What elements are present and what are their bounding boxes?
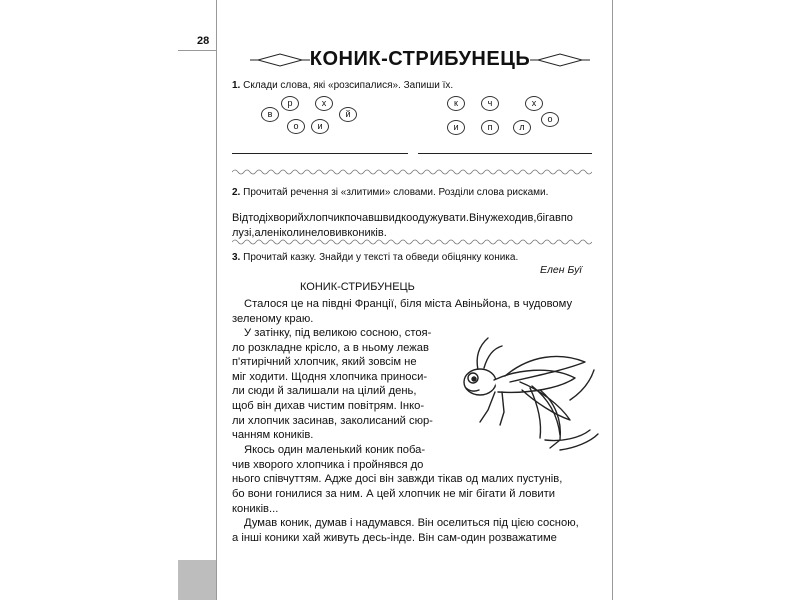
story-paragraph-1 bbox=[232, 297, 592, 326]
story-line-mixed bbox=[232, 472, 602, 487]
grasshopper-icon bbox=[440, 330, 600, 460]
story-line: Думав коник, думав і надумався. Він оселиться під цією сосною, bbox=[244, 517, 579, 529]
story-line: бо вони гонилися за ним. А цей хлопчик не міг бігати й ловити bbox=[232, 488, 556, 500]
story-paragraph-4 bbox=[232, 516, 592, 545]
story-line: Якось один маленький коник поба- bbox=[244, 444, 426, 456]
story-line: ло розкладне крісло, а в ньому лежав bbox=[232, 341, 429, 354]
story-line: зеленому краю. bbox=[232, 312, 314, 325]
task3-heading bbox=[232, 251, 518, 264]
letter-bubble: р bbox=[281, 96, 299, 111]
story-line: У затінку, під великою сосною, стоя- bbox=[244, 327, 432, 339]
task1-number: 1. bbox=[232, 80, 241, 91]
letter-bubble: й bbox=[339, 107, 357, 122]
story-line: чив хворого хлопчика і пройнявся до bbox=[232, 458, 424, 471]
answer-line bbox=[418, 153, 592, 154]
story-line: Сталося це на півдні Франції, біля міста Авіньйона, в чудовому bbox=[244, 298, 573, 310]
letter-bubble: о bbox=[287, 119, 305, 134]
story-author: Елен Буї bbox=[540, 264, 582, 276]
task2-number: 2. bbox=[232, 187, 241, 198]
wavy-divider bbox=[232, 168, 592, 176]
story-line: чанням коників. bbox=[232, 429, 314, 442]
answer-line bbox=[232, 153, 408, 154]
merged-sentence-line: Відтодіхворийхлопчикпочавшвидкоодужувати.Вінужеходив,бігавпо bbox=[232, 212, 573, 224]
story-line: нього співчуттям. bbox=[232, 473, 322, 485]
merged-sentence bbox=[232, 211, 592, 241]
story-line: ли сюди й залишали на цілий день, bbox=[232, 385, 417, 398]
story-line: міг ходити. Щодня хлопчика приноси- bbox=[232, 370, 428, 383]
story-line: ли хлопчик засинав, заколисаний сюр- bbox=[232, 414, 433, 427]
task2-heading bbox=[232, 186, 548, 199]
letter-bubble: х bbox=[525, 96, 543, 111]
task2-instruction: Прочитай речення зі «злитими» словами. Розділи слова рисками. bbox=[243, 187, 549, 198]
story-line: а інші коники хай живуть десь-інде. Він сам-один розважатиме bbox=[232, 531, 557, 544]
letter-bubble: в bbox=[261, 107, 279, 122]
story-paragraph-3-end bbox=[232, 487, 592, 516]
task3-number: 3. bbox=[232, 252, 241, 263]
letter-bubble: л bbox=[513, 120, 531, 135]
story-line: п'ятирічний хлопчик, який зовсім не bbox=[232, 356, 417, 369]
letter-bubble: и bbox=[447, 120, 465, 135]
letter-bubble: п bbox=[481, 120, 499, 135]
letter-bubble: х bbox=[315, 96, 333, 111]
story-paragraph-2 bbox=[232, 326, 438, 443]
task1-instruction: Склади слова, які «розсипалися». Запиши їх. bbox=[243, 80, 454, 91]
gutter-rule bbox=[178, 50, 216, 51]
story-paragraph-3 bbox=[232, 443, 438, 472]
wavy-divider bbox=[232, 238, 592, 246]
gutter-border bbox=[178, 0, 217, 600]
story-line: щоб він дихав чистим повітрям. Інко- bbox=[232, 399, 425, 412]
page-title: КОНИК-СТРИБУНЕЦЬ bbox=[309, 48, 531, 70]
letter-bubble: и bbox=[311, 119, 329, 134]
merged-sentence-line: лузі,аленіколинеловивкоників. bbox=[232, 227, 387, 239]
story-line: Адже досі він завжди тікав од малих пустунів, bbox=[321, 473, 563, 485]
title-banner bbox=[250, 44, 590, 76]
letter-bubble: к bbox=[447, 96, 465, 111]
letter-bubble: ч bbox=[481, 96, 499, 111]
story-line: коників... bbox=[232, 502, 279, 515]
page-right-border bbox=[612, 0, 613, 600]
page-number: 28 bbox=[197, 35, 210, 47]
task1-heading bbox=[232, 79, 453, 92]
story-title: КОНИК-СТРИБУНЕЦЬ bbox=[300, 281, 415, 293]
task3-instruction: Прочитай казку. Знайди у тексті та обведи обіцянку коника. bbox=[243, 252, 519, 263]
letter-bubble: о bbox=[541, 112, 559, 127]
